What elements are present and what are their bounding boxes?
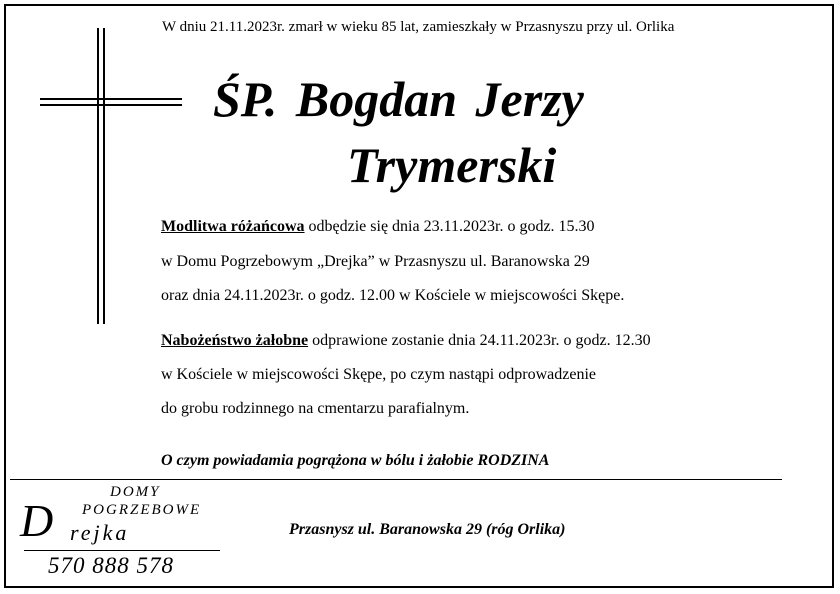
funeral-line-2: w Kościele w miejscowości Skępe, po czym nastąpi odprowadzenie — [161, 366, 596, 383]
rosary-label: Modlitwa różańcowa — [161, 218, 305, 235]
funeral-home-address: Przasnysz ul. Baranowska 29 (róg Orlika) — [289, 521, 566, 538]
intro-text: W dniu 21.11.2023r. zmarł w wieku 85 lat, zamieszkały w Przasnyszu przy ul. Orlika — [162, 19, 675, 35]
logo-underline — [24, 550, 220, 551]
footer-divider — [10, 479, 782, 480]
rosary-line-3: oraz dnia 24.11.2023r. o godz. 12.00 w Kościele w miejscowości Skępe. — [161, 287, 625, 304]
rosary-line-2: w Domu Pogrzebowym „Drejka” w Przasnyszu ul. Baranowska 29 — [161, 253, 590, 270]
logo-line-pogrzebowe: POGRZEBOWE — [82, 502, 202, 518]
funeral-label: Nabożeństwo żałobne — [161, 332, 309, 349]
deceased-name-line1: ŚP. Bogdan Jerzy — [213, 71, 584, 127]
funeral-line-1-text: odprawione zostanie dnia 24.11.2023r. o godz. 12.30 — [308, 332, 651, 349]
logo-line-domy: DOMY — [110, 484, 161, 500]
logo-name: rejka — [70, 520, 130, 545]
rosary-line-1 — [161, 218, 595, 236]
deceased-name-line2: Trymerski — [347, 137, 557, 193]
closing-text: O czym powiadamia pogrążona w bólu i żałobie RODZINA — [161, 452, 550, 469]
rosary-line-1-text: odbędzie się dnia 23.11.2023r. o godz. 15.30 — [304, 218, 595, 235]
funeral-line-1 — [161, 332, 651, 350]
logo-initial: D — [20, 495, 54, 546]
funeral-line-3: do grobu rodzinnego na cmentarzu parafialnym. — [161, 400, 470, 417]
cross-horizontal-bar-bottom — [40, 104, 182, 106]
cross-vertical-bar-left — [97, 28, 99, 324]
cross-vertical-bar-right — [103, 28, 105, 324]
logo-phone: 570 888 578 — [48, 553, 174, 578]
cross-horizontal-bar-top — [40, 98, 182, 100]
